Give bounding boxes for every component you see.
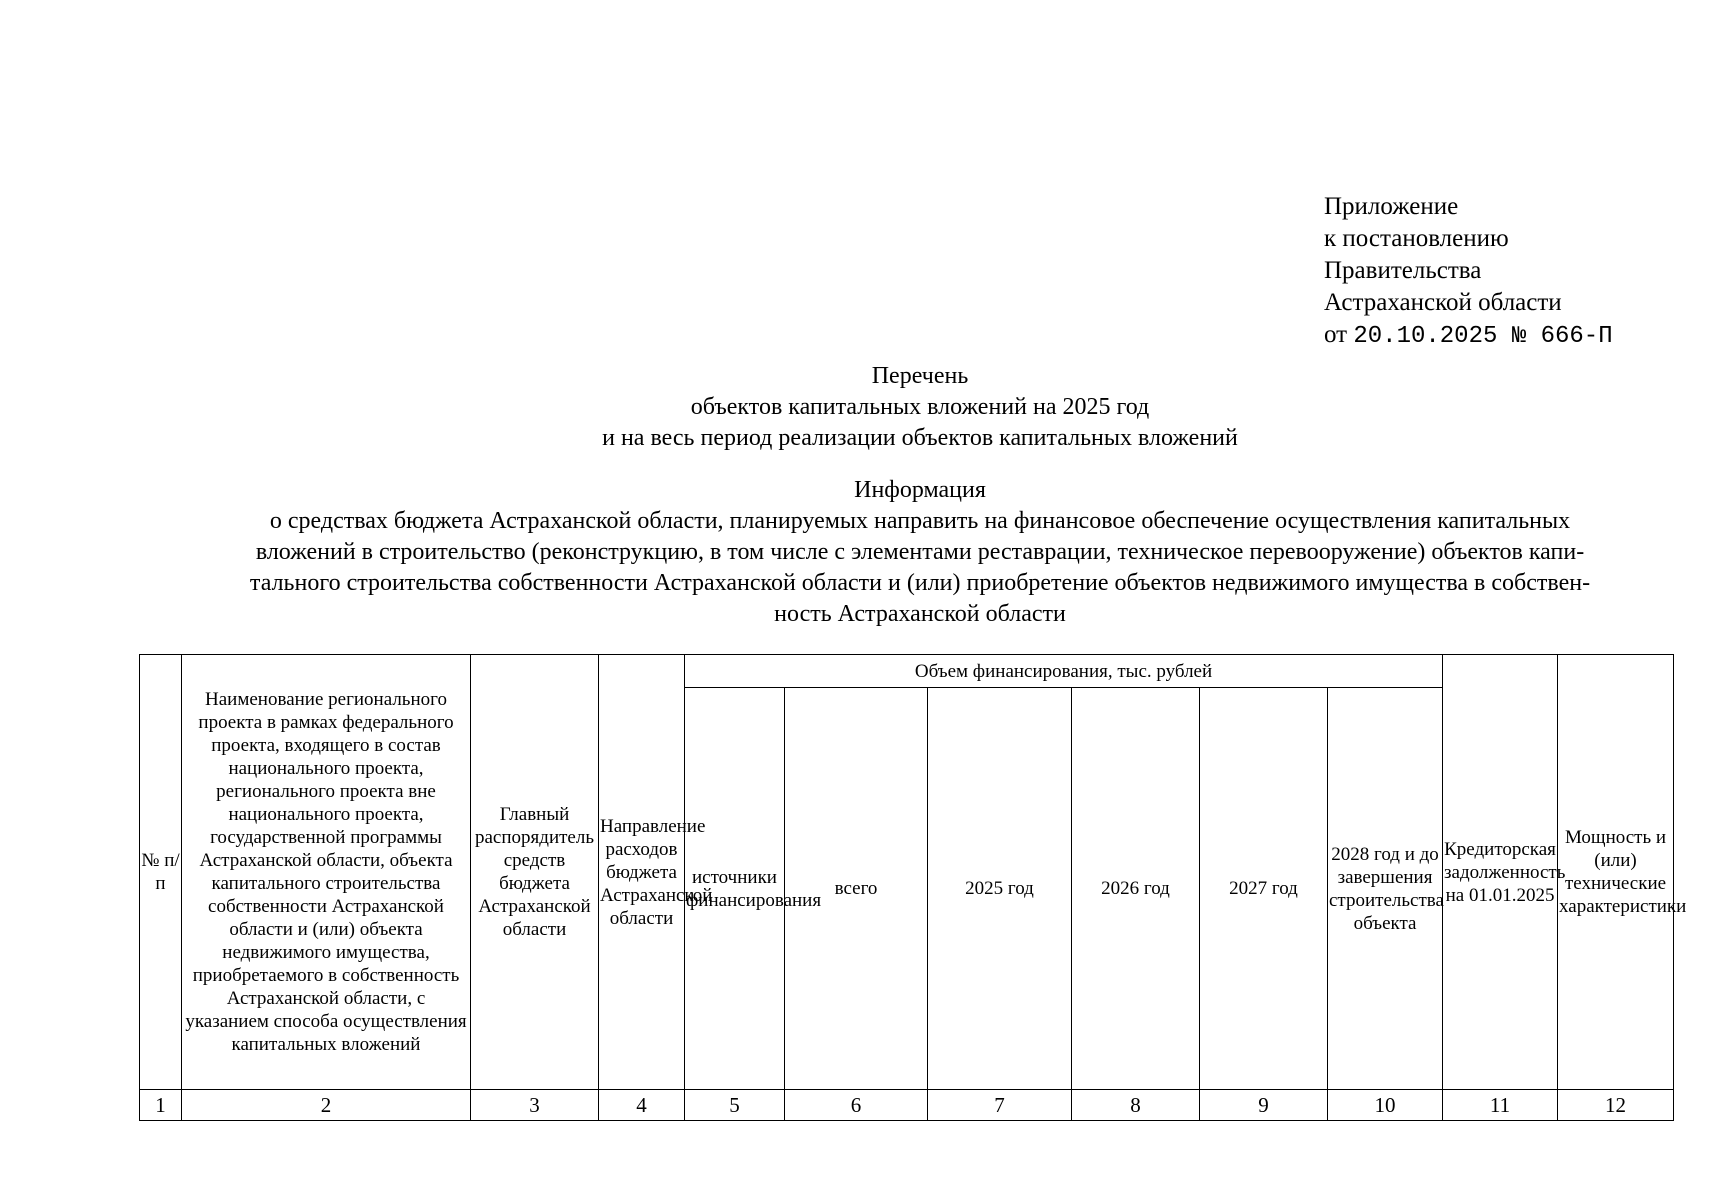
appendix-date-number: 20.10.2025 № 666-П xyxy=(1353,323,1613,350)
header-manager: Главный распорядитель средств бюджета Астраханской области xyxy=(471,655,599,1090)
header-name: Наименование регионального проекта в рамках федерального проекта, входящего в состав национального проекта, регионального проекта вне национального проекта, государственной программы Астраханской области, объекта капитального строительства собственности Астраханской области и (или) объекта недвижимого имущества, приобретаемого в собственность Астраханской области, с указанием способа осуществления капитальных вложений xyxy=(182,655,471,1090)
header-num: № п/п xyxy=(140,655,182,1090)
column-number: 4 xyxy=(599,1090,685,1121)
column-number-row xyxy=(140,1090,1674,1121)
column-number: 11 xyxy=(1443,1090,1558,1121)
header-total: всего xyxy=(785,688,928,1090)
header-debt: Кредиторская задолженность на 01.01.2025 xyxy=(1443,655,1558,1090)
appendix-date-line xyxy=(1324,319,1613,353)
header-capacity: Мощность и (или) технические характеристики xyxy=(1558,655,1674,1090)
column-number: 10 xyxy=(1328,1090,1443,1121)
info-line: о средствах бюджета Астраханской области, планируемых направить на финансовое обеспечение осуществления капитальных xyxy=(269,508,1571,534)
appendix-line: Правительства xyxy=(1324,257,1482,284)
column-number: 12 xyxy=(1558,1090,1674,1121)
appendix-line: Приложение xyxy=(1324,193,1459,220)
column-number: 7 xyxy=(928,1090,1072,1121)
info-line: тального строительства собственности Астраханской области и (или) приобретение объектов недвижимого имущества в собствен- xyxy=(249,570,1591,596)
title-line: и на весь период реализации объектов капитальных вложений xyxy=(602,425,1238,451)
info-line: вложений в строительство (реконструкцию, в том числе с элементами реставрации, техническое перевооружение) объектов капи- xyxy=(255,539,1585,565)
header-direction: Направление расходов бюджета Астраханской области xyxy=(599,655,685,1090)
document-title xyxy=(170,361,1670,454)
header-2028: 2028 год и до завершения строительства объекта xyxy=(1328,688,1443,1090)
info-heading: Информация xyxy=(854,477,986,503)
header-2025: 2025 год xyxy=(928,688,1072,1090)
appendix-block xyxy=(1324,191,1613,353)
appendix-line: Астраханской области xyxy=(1324,289,1562,316)
header-financing-group: Объем финансирования, тыс. рублей xyxy=(685,655,1443,688)
info-block xyxy=(170,475,1670,630)
column-number: 5 xyxy=(685,1090,785,1121)
header-2026: 2026 год xyxy=(1072,688,1200,1090)
header-2027: 2027 год xyxy=(1200,688,1328,1090)
header-sources: источники финансирования xyxy=(685,688,785,1090)
capital-investment-table xyxy=(139,654,1687,1121)
appendix-line: к постановлению xyxy=(1324,225,1509,252)
column-number: 3 xyxy=(471,1090,599,1121)
title-line: объектов капитальных вложений на 2025 год xyxy=(690,394,1150,420)
info-line: ность Астраханской области xyxy=(774,601,1066,627)
title-line: Перечень xyxy=(871,363,969,389)
appendix-date-prefix: от xyxy=(1324,321,1348,348)
column-number: 8 xyxy=(1072,1090,1200,1121)
column-number: 1 xyxy=(140,1090,182,1121)
column-number: 2 xyxy=(182,1090,471,1121)
column-number: 9 xyxy=(1200,1090,1328,1121)
column-number: 6 xyxy=(785,1090,928,1121)
